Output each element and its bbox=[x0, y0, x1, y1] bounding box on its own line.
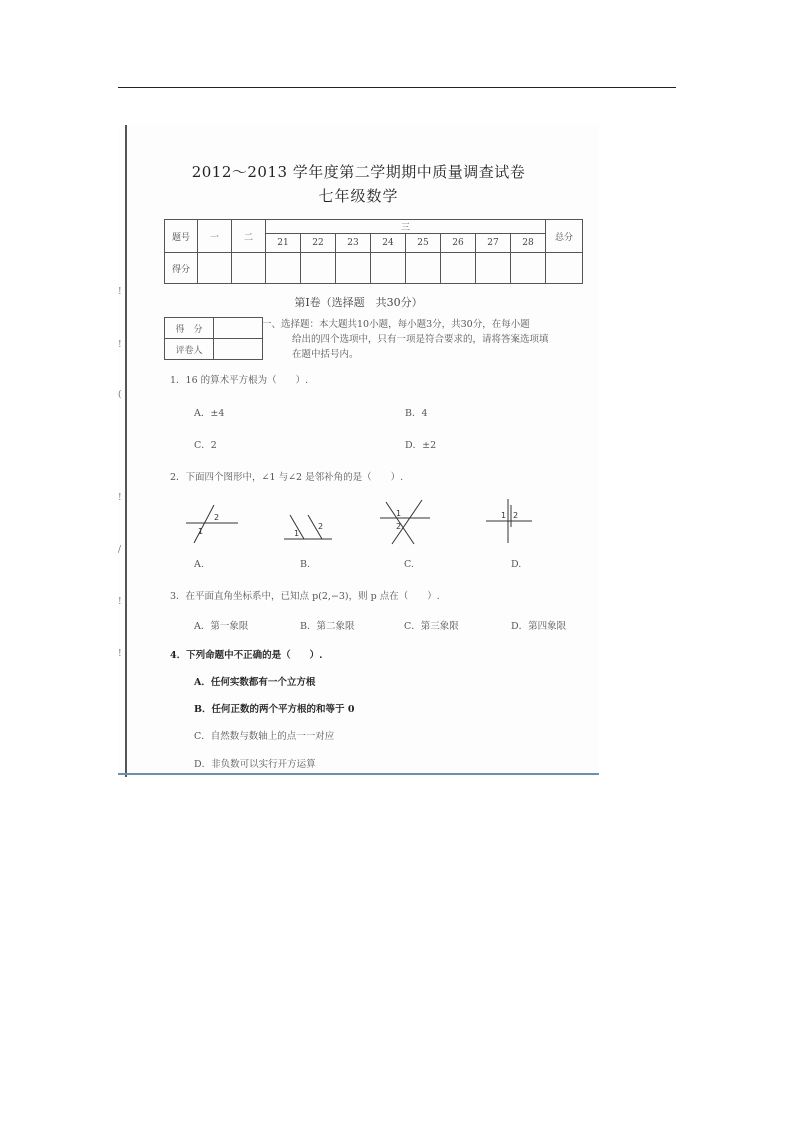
score-cell bbox=[198, 253, 232, 284]
score-cell bbox=[546, 253, 583, 284]
exam-title: 2012～2013 学年度第二学期期中质量调查试卷 bbox=[191, 163, 526, 181]
angle-label-2: 2 bbox=[318, 522, 324, 531]
figure-c bbox=[378, 498, 432, 546]
col-number: 21 bbox=[266, 234, 301, 253]
col-part-3: 三 bbox=[266, 220, 546, 234]
score-cell bbox=[371, 253, 406, 284]
margin-mark: ! bbox=[118, 597, 122, 607]
angle-label-2: 2 bbox=[214, 513, 220, 522]
figure-d bbox=[484, 497, 534, 545]
angle-label-2: 2 bbox=[513, 511, 519, 520]
figure-b bbox=[282, 501, 334, 545]
angle-label-1: 1 bbox=[501, 511, 507, 520]
margin-mark: ! bbox=[118, 493, 122, 503]
col-number: 22 bbox=[301, 234, 336, 253]
row-label-score: 得分 bbox=[165, 253, 198, 284]
row-label-question-number: 题号 bbox=[165, 220, 198, 253]
grader-table bbox=[164, 317, 263, 360]
instruction-line: 一、选择题：本大题共10小题，每小题3分，共30分，在每小题 bbox=[262, 319, 530, 330]
angle-label-1: 1 bbox=[396, 509, 402, 518]
grader-name-value bbox=[214, 339, 263, 360]
figure-a bbox=[184, 501, 240, 545]
grader-name-label: 评卷人 bbox=[165, 339, 214, 360]
question-2-option-d: D. bbox=[511, 559, 522, 570]
score-cell bbox=[301, 253, 336, 284]
angle-label-1: 1 bbox=[198, 527, 204, 536]
grader-score-label: 得 分 bbox=[165, 318, 214, 339]
score-cell bbox=[406, 253, 441, 284]
angle-label-2: 2 bbox=[396, 522, 402, 531]
question-2-stem: 2．下面四个图形中，∠1 与∠2 是邻补角的是（ ）. bbox=[170, 472, 404, 483]
question-2-option-c: C. bbox=[404, 559, 414, 570]
score-cell bbox=[511, 253, 546, 284]
question-3-option-a: A．第一象限 bbox=[194, 621, 249, 632]
question-1-option-b: B．4 bbox=[405, 408, 428, 419]
score-cell bbox=[441, 253, 476, 284]
col-number: 28 bbox=[511, 234, 546, 253]
score-cell bbox=[266, 253, 301, 284]
question-3-option-d: D．第四象限 bbox=[511, 621, 567, 632]
question-4-option-c: C．自然数与数轴上的点一一对应 bbox=[194, 731, 335, 742]
col-total: 总分 bbox=[546, 220, 583, 253]
margin-mark: ! bbox=[118, 649, 122, 659]
margin-mark: ! bbox=[118, 287, 122, 297]
angle-label-1: 1 bbox=[294, 529, 300, 538]
col-number: 23 bbox=[336, 234, 371, 253]
question-1-option-a: A．±4 bbox=[194, 408, 225, 419]
question-1-option-c: C．2 bbox=[194, 440, 217, 451]
question-3-option-b: B．第二象限 bbox=[300, 621, 355, 632]
score-cell bbox=[336, 253, 371, 284]
question-3-option-c: C．第三象限 bbox=[404, 621, 459, 632]
header-rule bbox=[118, 87, 676, 88]
question-4-stem: 4．下列命题中不正确的是（ ）. bbox=[170, 650, 323, 661]
margin-mark: / bbox=[118, 545, 122, 555]
question-1-option-d: D．±2 bbox=[405, 440, 437, 451]
question-3-stem: 3．在平面直角坐标系中，已知点 p(2,−3)，则 p 点在（ ）. bbox=[170, 591, 440, 602]
margin-mark: ! bbox=[118, 340, 122, 350]
col-number: 25 bbox=[406, 234, 441, 253]
question-4-option-b: B．任何正数的两个平方根的和等于 0 bbox=[194, 704, 355, 715]
instruction-line: 给出的四个选项中，只有一项是符合要求的，请将答案选项填 bbox=[292, 334, 549, 345]
col-number: 26 bbox=[441, 234, 476, 253]
margin-mark: ( bbox=[118, 390, 122, 400]
section-instructions bbox=[262, 317, 592, 362]
score-table bbox=[164, 219, 583, 284]
question-4-option-a: A．任何实数都有一个立方根 bbox=[194, 677, 316, 688]
score-cell bbox=[476, 253, 511, 284]
question-2-option-a: A. bbox=[194, 559, 204, 570]
section-heading: 第Ⅰ卷（选择题 共30分） bbox=[294, 296, 423, 309]
binding-edge bbox=[125, 125, 127, 777]
question-4-option-d: D．非负数可以实行开方运算 bbox=[194, 759, 316, 770]
col-part-2: 二 bbox=[232, 220, 266, 253]
question-1-stem: 1．16 的算术平方根为（ ）. bbox=[170, 375, 309, 386]
instruction-line: 在题中括号内。 bbox=[292, 349, 359, 360]
score-cell bbox=[232, 253, 266, 284]
col-number: 27 bbox=[476, 234, 511, 253]
question-2-option-b: B. bbox=[300, 559, 311, 570]
exam-subtitle: 七年级数学 bbox=[318, 187, 399, 205]
scanned-exam-page bbox=[118, 125, 599, 777]
col-part-1: 一 bbox=[198, 220, 232, 253]
col-number: 24 bbox=[371, 234, 406, 253]
grader-score-value bbox=[214, 318, 263, 339]
scan-bottom-edge bbox=[118, 773, 599, 775]
